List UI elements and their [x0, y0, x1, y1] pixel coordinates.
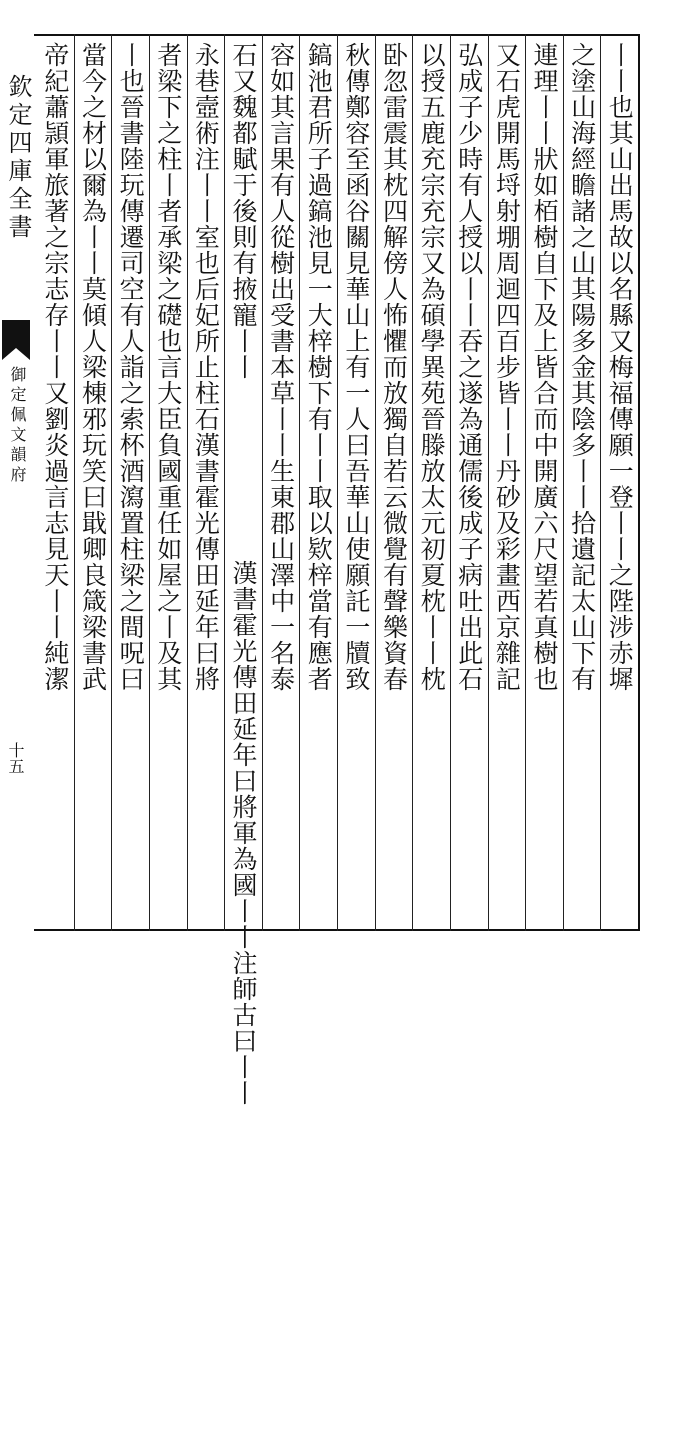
book-title: 欽定四庫全書	[4, 74, 32, 242]
page-number: 十五	[6, 742, 25, 774]
text-column: 者梁下之柱丨者承梁之礎也言大臣負國重任如屋之丨及其	[153, 42, 183, 692]
column-rule	[299, 34, 300, 931]
fish-tail-icon	[2, 320, 30, 360]
column-rule	[74, 34, 75, 931]
text-column: 之塗山海經瞻諸之山其陽多金其陰多丨丨拾遺記太山下有	[567, 42, 597, 692]
column-rule	[563, 34, 564, 931]
column-rule	[488, 34, 489, 931]
column-rule	[262, 34, 263, 931]
text-column: 容如其言果有人從樹出受書本草丨丨生東郡山澤中一名泰	[266, 42, 296, 692]
column-rule	[412, 34, 413, 931]
text-column: 又石虎開馬埒射堋周迴四百步皆丨丨丹砂及彩畫西京雜記	[492, 42, 522, 692]
column-rule	[450, 34, 451, 931]
book-subtitle: 御定佩文韻府	[8, 366, 27, 486]
column-rule	[337, 34, 338, 931]
text-column: 以授五鹿充宗充宗又為碩學異苑晉滕放太元初夏枕丨丨枕	[417, 42, 447, 692]
column-rule	[525, 34, 526, 931]
column-rule	[375, 34, 376, 931]
text-column: 永巷壼術注丨丨室也后妃所止柱石漢書霍光傳田延年曰將	[191, 42, 221, 692]
text-column: 卧忽雷震其枕四解傍人怖懼而放獨自若云微覺有聲樂資春	[379, 42, 409, 692]
text-column: 帝紀蕭頴軍旅著之宗志存丨丨又劉炎過言志見天丨丨純潔	[40, 42, 70, 692]
column-rule	[111, 34, 112, 931]
text-column: 連理丨丨狀如栢樹自下及上皆合而中開廣六尺望若真樹也	[529, 42, 559, 692]
page-margin	[0, 34, 34, 931]
column-rule	[600, 34, 601, 931]
text-column: 當今之材以爾為丨丨莫傾人梁棟邪玩笑曰戢卿良箴梁書武	[78, 42, 108, 692]
text-column: 鎬池君所子過鎬池見一大梓樹下有丨丨取以欵梓當有應者	[304, 42, 334, 692]
column-rule	[149, 34, 150, 931]
text-column: 石又魏都賦于後則有掖寵丨丨	[228, 42, 258, 380]
text-column: 丨丨也其山出馬故以名縣又梅福傳願一登丨丨之陛涉赤墀	[605, 42, 635, 692]
text-column: 丨也晉書陸玩傳遷司空有人詣之索杯酒瀉置柱梁之間呪曰	[116, 42, 146, 692]
column-rule	[224, 34, 225, 931]
text-column: 秋傳鄭容至函谷關見華山上有一人曰吾華山使願託一牘致	[341, 42, 371, 692]
text-column: 弘成子少時有人授以丨丨吞之遂為通儒後成子病吐出此石	[454, 42, 484, 692]
column-rule	[187, 34, 188, 931]
text-column-continuation: 漢書霍光傳田延年曰將軍為國丨丨注師古曰丨丨	[228, 560, 258, 1106]
